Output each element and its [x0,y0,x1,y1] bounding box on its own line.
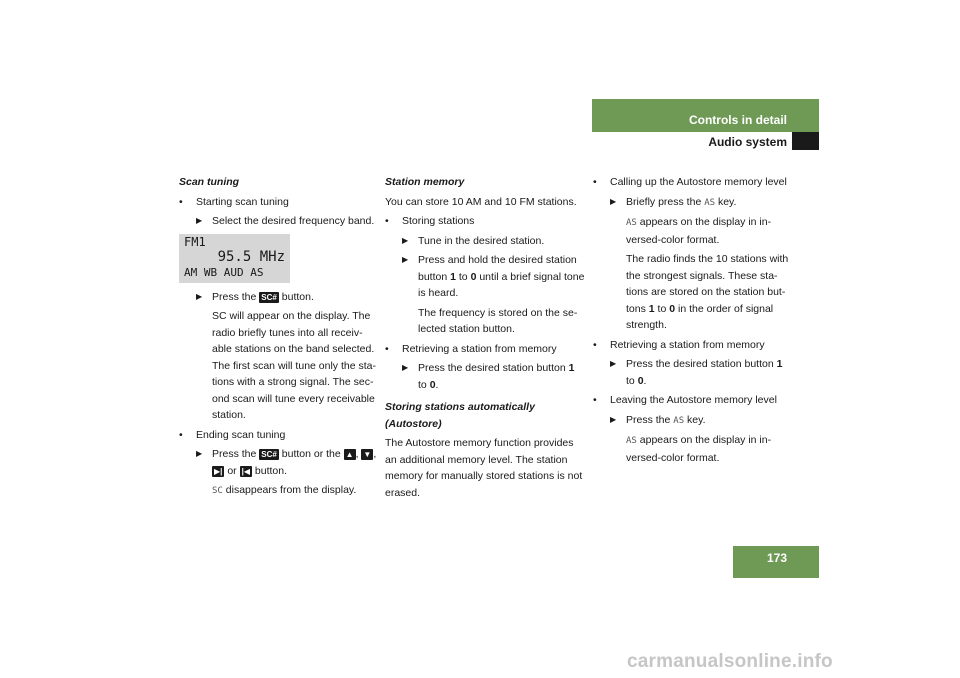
subsection-title: Audio system [708,135,787,149]
arrow-icon: ▶ [402,363,409,372]
bullet-call-up: • Calling up the Autostore memory level [593,174,793,191]
sc-key-icon: SC# [261,292,277,302]
column-station-memory [385,174,585,504]
as-appears-text-2: AS appears on the display in in-versed-color format. [626,434,772,464]
radio-display-image [179,234,290,283]
as-appears-text: AS appears on the display in in-versed-color format. [626,216,772,246]
column-scan-tuning [179,174,379,503]
sc-disappears-text: SC disappears from the display. [212,484,357,496]
arrow-icon: ▶ [610,414,617,424]
up-key-icon: ▲ [345,450,354,459]
arrow-icon: ▶ [196,291,203,301]
watermark: carmanualsonline.info [627,651,833,672]
heading-autostore: Storing stations automatically (Autostore) [385,401,535,430]
arrow-icon: ▶ [610,359,617,368]
arrow-icon: ▶ [196,216,203,225]
bullet-start-scan: • Starting scan tuning [179,194,379,211]
arrow-icon: ▶ [402,255,409,264]
sc-key-icon: SC# [261,450,277,459]
step-press-sc: ▶ Press the SC# button. [179,289,379,306]
arrow-icon: ▶ [196,449,203,458]
step-select-band: ▶ Select the desired frequency band. [179,213,379,230]
down-key-icon: ▼ [363,450,372,459]
step-press-as: ▶ Briefly press the AS key. [593,194,793,212]
display-modes: AM WB AUD AS [184,265,264,279]
page-number: 173 [766,551,787,565]
arrow-icon: ▶ [610,196,617,206]
display-band: FM1 [184,234,206,249]
bullet-retrieve-auto: • Retrieving a station from memory [593,337,793,354]
step-tune-station: ▶ Tune in the desired station. [385,233,585,250]
step-press-station-auto: ▶ Press the desired station button 1 to 0. [610,358,783,387]
bullet-leave: • Leaving the Autostore memory level [593,392,793,409]
subsection-header [592,132,792,150]
page-number-box [733,546,819,578]
step-press-as-leave: ▶ Press the AS key. [593,412,793,430]
heading-station-memory: Station memory [385,176,465,188]
bullet-end-scan: • Ending scan tuning [179,427,379,444]
section-title: Controls in detail [688,113,787,127]
arrow-icon: ▶ [402,235,409,245]
step-end-scan: ▶ Press the SC# button or the ▲ , ▼ , ▶| or |◀ button. [196,448,377,477]
heading-scan-tuning: Scan tuning [179,176,240,188]
step-hold-button: ▶ Press and hold the desired station button 1 to 0 until a brief signal tone is heard. [402,254,585,299]
next-key-icon: ▶| [214,466,223,476]
memory-intro: You can store 10 AM and 10 FM stations. [385,195,577,208]
bullet-retrieving: • Retrieving a station from memory [385,341,585,358]
stored-text: The frequency is stored on the se-lected station button. [418,306,578,335]
radio-finds-text: The radio finds the 10 stations with the strongest signals. These sta-tions are stored on the station but-tons 1 to 0 in the order of signal strength. [626,253,789,331]
column-autostore [593,174,793,469]
scan-description: SC will appear on the display. The radio briefly tunes into all receiv-able stations on the band selected. The first scan will tune only the sta-tions with a strong signal. The sec-ond scan will tune every receivable station. [212,310,376,421]
prev-key-icon: |◀ [241,466,250,476]
section-header-band [592,99,819,132]
step-press-station: ▶ Press the desired station button 1 to 0. [402,362,575,391]
header-marker [792,132,819,150]
display-frequency: 95.5 MHz [217,248,285,265]
autostore-text: The Autostore memory function provides an additional memory level. The station memory for manually stored stations is not erased. [385,437,583,499]
bullet-storing: • Storing stations [385,213,585,230]
